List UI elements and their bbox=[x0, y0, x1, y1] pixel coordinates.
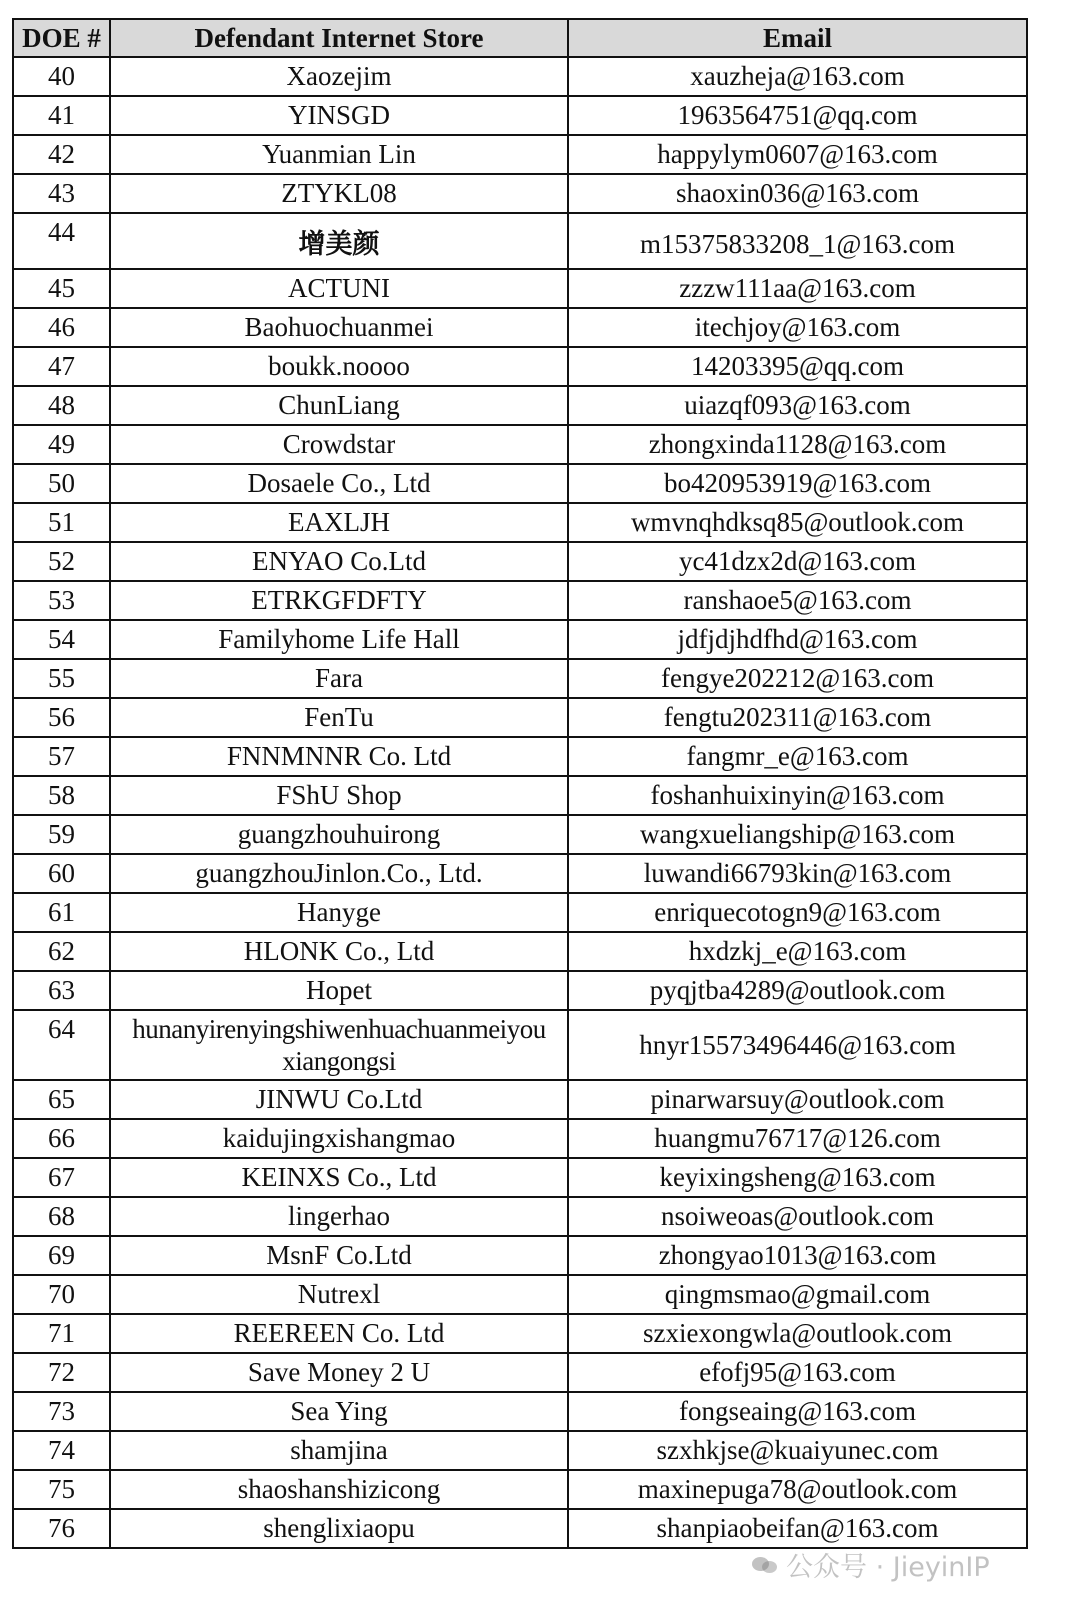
cell-store-name: ZTYKL08 bbox=[110, 174, 568, 213]
cell-store-name: Yuanmian Lin bbox=[110, 135, 568, 174]
cell-store-name: KEINXS Co., Ltd bbox=[110, 1158, 568, 1197]
cell-store-name: kaidujingxishangmao bbox=[110, 1119, 568, 1158]
cell-email: foshanhuixinyin@163.com bbox=[568, 776, 1027, 815]
cell-doe-number: 56 bbox=[13, 698, 110, 737]
table-row bbox=[13, 1314, 1027, 1353]
cell-doe-number: 46 bbox=[13, 308, 110, 347]
cell-email: xauzheja@163.com bbox=[568, 57, 1027, 96]
cell-email: hxdzkj_e@163.com bbox=[568, 932, 1027, 971]
table-row bbox=[13, 96, 1027, 135]
cell-email: m15375833208_1@163.com bbox=[568, 213, 1027, 269]
cell-store-name: Xaozejim bbox=[110, 57, 568, 96]
cell-email: zzzw111aa@163.com bbox=[568, 269, 1027, 308]
table-body bbox=[13, 57, 1027, 1548]
cell-store-name: JINWU Co.Ltd bbox=[110, 1080, 568, 1119]
cell-doe-number: 54 bbox=[13, 620, 110, 659]
cell-store-name: boukk.noooo bbox=[110, 347, 568, 386]
table-row bbox=[13, 620, 1027, 659]
cell-store-name: Baohuochuanmei bbox=[110, 308, 568, 347]
cell-doe-number: 51 bbox=[13, 503, 110, 542]
cell-email: wmvnqhdksq85@outlook.com bbox=[568, 503, 1027, 542]
table-row bbox=[13, 425, 1027, 464]
cell-store-name: FShU Shop bbox=[110, 776, 568, 815]
table-row bbox=[13, 854, 1027, 893]
cell-email: fongseaing@163.com bbox=[568, 1392, 1027, 1431]
table-row bbox=[13, 581, 1027, 620]
cell-email: 14203395@qq.com bbox=[568, 347, 1027, 386]
cell-email: efofj95@163.com bbox=[568, 1353, 1027, 1392]
cell-email: nsoiweoas@outlook.com bbox=[568, 1197, 1027, 1236]
cell-email: pinarwarsuy@outlook.com bbox=[568, 1080, 1027, 1119]
watermark-text: 公众号 · JieyinIP bbox=[786, 1552, 990, 1583]
cell-store-name: guangzhouhuirong bbox=[110, 815, 568, 854]
cell-doe-number: 50 bbox=[13, 464, 110, 503]
cell-doe-number: 59 bbox=[13, 815, 110, 854]
cell-doe-number: 68 bbox=[13, 1197, 110, 1236]
table-row bbox=[13, 1392, 1027, 1431]
cell-email: fengtu202311@163.com bbox=[568, 698, 1027, 737]
table-row bbox=[13, 1431, 1027, 1470]
cell-doe-number: 49 bbox=[13, 425, 110, 464]
cell-email: luwandi66793kin@163.com bbox=[568, 854, 1027, 893]
cell-doe-number: 41 bbox=[13, 96, 110, 135]
defendant-table bbox=[12, 18, 1028, 1549]
cell-doe-number: 44 bbox=[13, 213, 110, 269]
cell-doe-number: 75 bbox=[13, 1470, 110, 1509]
cell-store-name: Save Money 2 U bbox=[110, 1353, 568, 1392]
cell-store-name: 增美颜 bbox=[110, 213, 568, 269]
cell-email: jdfjdjhdfhd@163.com bbox=[568, 620, 1027, 659]
cell-store-name: Fara bbox=[110, 659, 568, 698]
cell-doe-number: 72 bbox=[13, 1353, 110, 1392]
cell-email: keyixingsheng@163.com bbox=[568, 1158, 1027, 1197]
table-row bbox=[13, 1119, 1027, 1158]
table-row bbox=[13, 815, 1027, 854]
header-store: Defendant Internet Store bbox=[110, 19, 568, 57]
table-row bbox=[13, 464, 1027, 503]
cell-store-name: FenTu bbox=[110, 698, 568, 737]
cell-store-name: ChunLiang bbox=[110, 386, 568, 425]
cell-doe-number: 58 bbox=[13, 776, 110, 815]
table-row bbox=[13, 698, 1027, 737]
cell-email: fengye202212@163.com bbox=[568, 659, 1027, 698]
cell-doe-number: 64 bbox=[13, 1010, 110, 1080]
cell-doe-number: 60 bbox=[13, 854, 110, 893]
cell-email: fangmr_e@163.com bbox=[568, 737, 1027, 776]
cell-doe-number: 65 bbox=[13, 1080, 110, 1119]
table-row bbox=[13, 893, 1027, 932]
cell-store-name: shamjina bbox=[110, 1431, 568, 1470]
cell-doe-number: 71 bbox=[13, 1314, 110, 1353]
cell-doe-number: 55 bbox=[13, 659, 110, 698]
cell-store-name: shenglixiaopu bbox=[110, 1509, 568, 1548]
cell-doe-number: 70 bbox=[13, 1275, 110, 1314]
table-row bbox=[13, 269, 1027, 308]
cell-store-name: Hopet bbox=[110, 971, 568, 1010]
cell-email: itechjoy@163.com bbox=[568, 308, 1027, 347]
cell-email: shaoxin036@163.com bbox=[568, 174, 1027, 213]
cell-doe-number: 69 bbox=[13, 1236, 110, 1275]
table-row bbox=[13, 308, 1027, 347]
header-email: Email bbox=[568, 19, 1027, 57]
table-row bbox=[13, 347, 1027, 386]
table-row bbox=[13, 386, 1027, 425]
table-row bbox=[13, 971, 1027, 1010]
table-row bbox=[13, 1197, 1027, 1236]
cell-doe-number: 61 bbox=[13, 893, 110, 932]
cell-store-name: hunanyirenyingshiwenhuachuanmeiyou xiangongsi bbox=[110, 1010, 568, 1080]
cell-email: pyqjtba4289@outlook.com bbox=[568, 971, 1027, 1010]
cell-store-name: EAXLJH bbox=[110, 503, 568, 542]
cell-email: bo420953919@163.com bbox=[568, 464, 1027, 503]
cell-email: zhongyao1013@163.com bbox=[568, 1236, 1027, 1275]
table-row bbox=[13, 1236, 1027, 1275]
cell-email: enriquecotogn9@163.com bbox=[568, 893, 1027, 932]
cell-store-name: Nutrexl bbox=[110, 1275, 568, 1314]
cell-doe-number: 40 bbox=[13, 57, 110, 96]
table-row bbox=[13, 1353, 1027, 1392]
cell-email: szxhkjse@kuaiyunec.com bbox=[568, 1431, 1027, 1470]
cell-store-name: Crowdstar bbox=[110, 425, 568, 464]
table-row bbox=[13, 213, 1027, 269]
cell-doe-number: 76 bbox=[13, 1509, 110, 1548]
table-row bbox=[13, 659, 1027, 698]
cell-doe-number: 45 bbox=[13, 269, 110, 308]
cell-store-name: ACTUNI bbox=[110, 269, 568, 308]
cell-doe-number: 66 bbox=[13, 1119, 110, 1158]
cell-store-name: Dosaele Co., Ltd bbox=[110, 464, 568, 503]
cell-email: wangxueliangship@163.com bbox=[568, 815, 1027, 854]
cell-email: qingmsmao@gmail.com bbox=[568, 1275, 1027, 1314]
table-row bbox=[13, 1275, 1027, 1314]
cell-doe-number: 67 bbox=[13, 1158, 110, 1197]
watermark bbox=[752, 1545, 990, 1584]
table-row bbox=[13, 737, 1027, 776]
cell-store-name: FNNMNNR Co. Ltd bbox=[110, 737, 568, 776]
cell-store-name: MsnF Co.Ltd bbox=[110, 1236, 568, 1275]
table-row bbox=[13, 776, 1027, 815]
cell-store-name: guangzhouJinlon.Co., Ltd. bbox=[110, 854, 568, 893]
table-row bbox=[13, 503, 1027, 542]
table-row bbox=[13, 1010, 1027, 1080]
header-doe: DOE # bbox=[13, 19, 110, 57]
cell-email: 1963564751@qq.com bbox=[568, 96, 1027, 135]
table-row bbox=[13, 1158, 1027, 1197]
table-row bbox=[13, 1470, 1027, 1509]
cell-doe-number: 62 bbox=[13, 932, 110, 971]
cell-email: uiazqf093@163.com bbox=[568, 386, 1027, 425]
cell-store-name: Familyhome Life Hall bbox=[110, 620, 568, 659]
cell-store-name: shaoshanshizicong bbox=[110, 1470, 568, 1509]
table-row bbox=[13, 932, 1027, 971]
cell-doe-number: 48 bbox=[13, 386, 110, 425]
cell-email: zhongxinda1128@163.com bbox=[568, 425, 1027, 464]
cell-email: huangmu76717@126.com bbox=[568, 1119, 1027, 1158]
cell-store-name: REEREEN Co. Ltd bbox=[110, 1314, 568, 1353]
cell-doe-number: 74 bbox=[13, 1431, 110, 1470]
cell-store-name: ENYAO Co.Ltd bbox=[110, 542, 568, 581]
cell-store-name: Sea Ying bbox=[110, 1392, 568, 1431]
wechat-icon bbox=[752, 1555, 778, 1575]
cell-email: szxiexongwla@outlook.com bbox=[568, 1314, 1027, 1353]
cell-store-name: lingerhao bbox=[110, 1197, 568, 1236]
table-row bbox=[13, 135, 1027, 174]
cell-doe-number: 43 bbox=[13, 174, 110, 213]
cell-store-name: YINSGD bbox=[110, 96, 568, 135]
cell-doe-number: 52 bbox=[13, 542, 110, 581]
cell-email: hnyr15573496446@163.com bbox=[568, 1010, 1027, 1080]
table-row bbox=[13, 1080, 1027, 1119]
table-row bbox=[13, 1509, 1027, 1548]
cell-store-name: Hanyge bbox=[110, 893, 568, 932]
table-row bbox=[13, 542, 1027, 581]
cell-store-name: HLONK Co., Ltd bbox=[110, 932, 568, 971]
cell-doe-number: 63 bbox=[13, 971, 110, 1010]
cell-email: maxinepuga78@outlook.com bbox=[568, 1470, 1027, 1509]
cell-doe-number: 57 bbox=[13, 737, 110, 776]
table-row bbox=[13, 174, 1027, 213]
cell-email: yc41dzx2d@163.com bbox=[568, 542, 1027, 581]
cell-doe-number: 42 bbox=[13, 135, 110, 174]
cell-doe-number: 47 bbox=[13, 347, 110, 386]
cell-doe-number: 73 bbox=[13, 1392, 110, 1431]
cell-doe-number: 53 bbox=[13, 581, 110, 620]
cell-email: happylym0607@163.com bbox=[568, 135, 1027, 174]
table-row bbox=[13, 57, 1027, 96]
cell-store-name: ETRKGFDFTY bbox=[110, 581, 568, 620]
cell-email: shanpiaobeifan@163.com bbox=[568, 1509, 1027, 1548]
table-header-row bbox=[13, 19, 1027, 57]
cell-email: ranshaoe5@163.com bbox=[568, 581, 1027, 620]
